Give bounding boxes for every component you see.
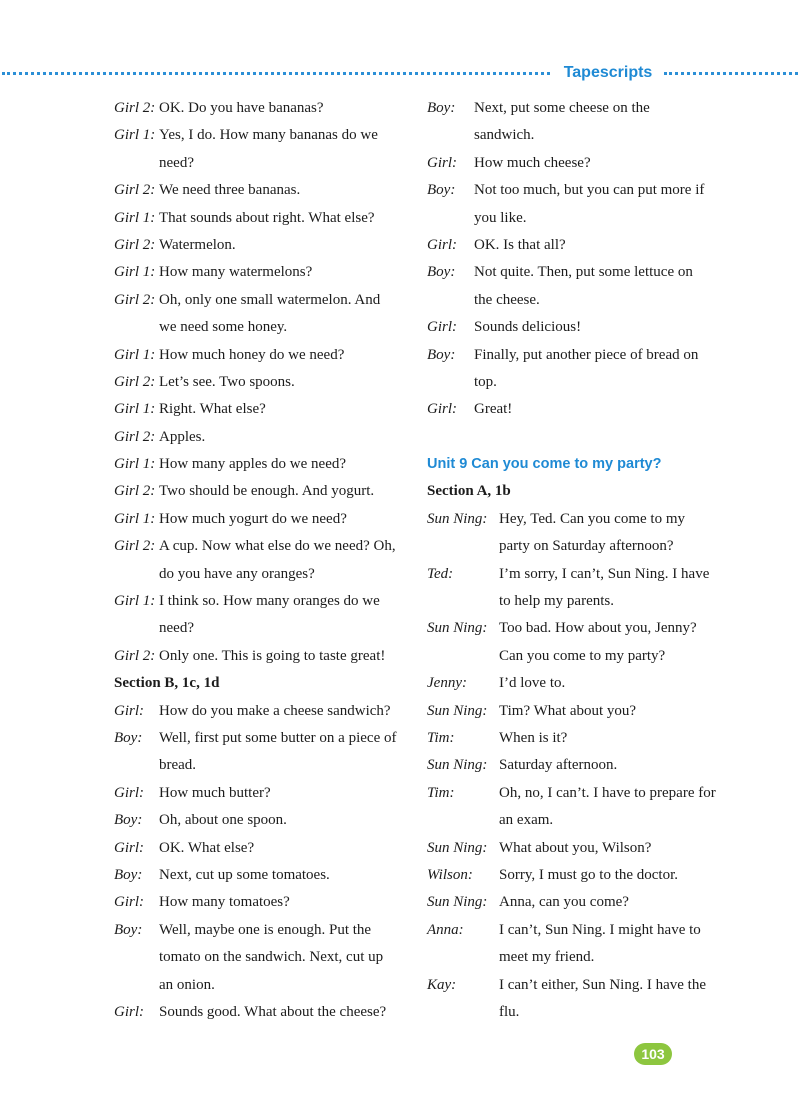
line-text: Oh, only one small watermelon. And: [159, 291, 381, 308]
line-text: sandwich.: [474, 127, 535, 144]
dialogue-line: [114, 999, 414, 1026]
line-text: What about you, Wilson?: [499, 839, 652, 856]
line-text: How many watermelons?: [159, 264, 313, 281]
speaker: Boy:: [114, 866, 143, 883]
speaker: Sun Ning:: [427, 894, 488, 911]
line-text: Next, put some cheese on the: [474, 100, 650, 116]
line-text: Finally, put another piece of bread on: [474, 346, 699, 363]
dialogue-line: [114, 424, 414, 451]
speaker: Girl 2:: [114, 236, 156, 253]
line-text: How much honey do we need?: [159, 346, 345, 363]
line-text: an onion.: [159, 976, 215, 993]
dialogue-line: [114, 780, 414, 807]
line-text: How much butter?: [159, 784, 271, 801]
speaker: Girl 1:: [114, 401, 156, 418]
dialogue-line: [427, 698, 727, 725]
line-text: we need some honey.: [159, 319, 288, 336]
line-text: top.: [474, 373, 497, 390]
speaker: Girl 2:: [114, 100, 156, 116]
line-text: bread.: [159, 757, 197, 774]
speaker: Tim:: [427, 784, 455, 801]
dialogue-line: [427, 615, 727, 642]
dialogue-continuation: [114, 972, 414, 999]
line-text: to help my parents.: [499, 593, 614, 610]
line-text: OK. Is that all?: [474, 236, 566, 253]
speaker: Girl 2:: [114, 538, 156, 555]
dialogue-line: [427, 752, 727, 779]
dialogue-line: [427, 889, 727, 916]
line-text: OK. Do you have bananas?: [159, 100, 324, 116]
dialogue-line: [114, 807, 414, 834]
section-heading: Section A, 1b: [427, 483, 511, 500]
speaker: Girl:: [427, 319, 457, 336]
line-text: Oh, about one spoon.: [159, 812, 287, 829]
line-text: How much yogurt do we need?: [159, 510, 347, 527]
dialogue-line: [427, 780, 727, 807]
dialogue-line: [114, 259, 414, 286]
dialogue-line: [114, 533, 414, 560]
dialogue-line: [114, 232, 414, 259]
dialogue-continuation: [427, 807, 727, 834]
dialogue-line: [427, 342, 727, 369]
dialogue-line: [427, 862, 727, 889]
speaker: Girl:: [427, 236, 457, 253]
speaker: Girl 2:: [114, 291, 156, 308]
dialogue-line: [114, 862, 414, 889]
dialogue-line: [114, 725, 414, 752]
speaker: Ted:: [427, 565, 454, 582]
speaker: Boy:: [114, 729, 143, 746]
speaker: Girl 2:: [114, 182, 156, 199]
speaker: Girl 1:: [114, 264, 156, 281]
dialogue-line: [114, 369, 414, 396]
dialogue-line: [427, 95, 727, 122]
speaker: Girl 1:: [114, 510, 156, 527]
line-text: Watermelon.: [159, 236, 236, 253]
blank-line: [427, 424, 727, 451]
line-text: need?: [159, 154, 194, 171]
line-text: Let’s see. Two spoons.: [159, 373, 295, 390]
dialogue-continuation: [114, 615, 414, 642]
line-text: That sounds about right. What else?: [159, 209, 375, 226]
speaker: Boy:: [114, 921, 143, 938]
line-text: I’m sorry, I can’t, Sun Ning. I have: [499, 565, 710, 582]
speaker: Boy:: [114, 812, 143, 829]
line-text: Great!: [474, 401, 513, 418]
page-header: [0, 62, 800, 86]
line-text: meet my friend.: [499, 949, 595, 966]
speaker: Girl 1:: [114, 456, 156, 473]
dialogue-line: [114, 287, 414, 314]
dialogue-continuation: [427, 122, 727, 149]
left-column: [114, 95, 414, 1026]
dialogue-line: [427, 314, 727, 341]
speaker: Sun Ning:: [427, 839, 488, 856]
header-dotted-rule-right: [664, 72, 798, 75]
line-text: A cup. Now what else do we need? Oh,: [159, 538, 396, 555]
speaker: Girl 1:: [114, 346, 156, 363]
dialogue-line: [427, 259, 727, 286]
line-text: How many apples do we need?: [159, 456, 347, 473]
dialogue-line: [427, 835, 727, 862]
speaker: Wilson:: [427, 866, 473, 883]
right-column: [427, 95, 727, 1026]
line-text: How do you make a cheese sandwich?: [159, 702, 391, 719]
dialogue-line: [114, 643, 414, 670]
line-text: I think so. How many oranges do we: [159, 593, 380, 610]
line-text: Saturday afternoon.: [499, 757, 618, 774]
dialogue-line: [114, 95, 414, 122]
dialogue-continuation: [427, 287, 727, 314]
line-text: Anna, can you come?: [499, 894, 629, 911]
unit-heading: Unit 9 Can you come to my party?: [427, 456, 662, 473]
line-text: Two should be enough. And yogurt.: [159, 483, 375, 500]
dialogue-continuation: [427, 369, 727, 396]
speaker: Anna:: [427, 921, 464, 938]
line-text: Only one. This is going to taste great!: [159, 647, 386, 664]
dialogue-line: [114, 889, 414, 916]
dialogue-continuation: [427, 533, 727, 560]
speaker: Girl:: [114, 702, 144, 719]
dialogue-line: [114, 451, 414, 478]
speaker: Boy:: [427, 346, 456, 363]
dialogue-line: [114, 177, 414, 204]
speaker: Boy:: [427, 264, 456, 281]
dialogue-continuation: [114, 314, 414, 341]
line-text: Hey, Ted. Can you come to my: [499, 510, 685, 527]
line-text: I can’t either, Sun Ning. I have the: [499, 976, 706, 993]
line-text: need?: [159, 620, 194, 637]
page-number-badge: 103: [634, 1043, 672, 1065]
line-text: Tim? What about you?: [499, 702, 637, 719]
speaker: Girl 1:: [114, 209, 156, 226]
dialogue-continuation: [427, 944, 727, 971]
dialogue-line: [114, 506, 414, 533]
dialogue-line: [427, 972, 727, 999]
header-dotted-rule-left: [2, 72, 550, 75]
line-text: Apples.: [159, 428, 206, 445]
dialogue-continuation: [114, 150, 414, 177]
speaker: Girl:: [114, 894, 144, 911]
speaker: Girl:: [114, 784, 144, 801]
dialogue-line: [427, 917, 727, 944]
speaker: Girl:: [427, 154, 457, 171]
line-text: tomato on the sandwich. Next, cut up: [159, 949, 384, 966]
dialogue-line: [114, 396, 414, 423]
line-text: How many tomatoes?: [159, 894, 290, 911]
line-text: OK. What else?: [159, 839, 255, 856]
line-text: flu.: [499, 1003, 520, 1020]
line-text: Right. What else?: [159, 401, 266, 418]
dialogue-line: [114, 835, 414, 862]
speaker: Boy:: [427, 100, 456, 116]
line-text: Well, first put some butter on a piece of: [159, 729, 397, 746]
speaker: Girl:: [114, 839, 144, 856]
line-text: When is it?: [499, 729, 568, 746]
dialogue-line: [114, 588, 414, 615]
line-text: Next, cut up some tomatoes.: [159, 866, 330, 883]
line-text: Sounds delicious!: [474, 319, 582, 336]
speaker: Girl 2:: [114, 428, 156, 445]
line-text: an exam.: [499, 812, 554, 829]
dialogue-continuation: [114, 561, 414, 588]
speaker: Boy:: [427, 182, 456, 199]
section-heading: Section B, 1c, 1d: [114, 675, 220, 692]
dialogue-continuation: [427, 643, 727, 670]
dialogue-line: [427, 725, 727, 752]
line-text: Not quite. Then, put some lettuce on: [474, 264, 693, 281]
dialogue-line: [114, 478, 414, 505]
line-text: I can’t, Sun Ning. I might have to: [499, 921, 701, 938]
speaker: Jenny:: [427, 675, 467, 692]
dialogue-line: [427, 561, 727, 588]
dialogue-line: [114, 205, 414, 232]
line-text: party on Saturday afternoon?: [499, 538, 674, 555]
line-text: How much cheese?: [474, 154, 591, 171]
line-text: you like.: [474, 209, 527, 226]
dialogue-line: [427, 177, 727, 204]
dialogue-line: [114, 122, 414, 149]
dialogue-line: [427, 670, 727, 697]
line-text: Sorry, I must go to the doctor.: [499, 866, 679, 883]
line-text: the cheese.: [474, 291, 540, 308]
dialogue-line: [114, 917, 414, 944]
dialogue-line: [427, 150, 727, 177]
speaker: Girl 2:: [114, 373, 156, 390]
speaker: Girl:: [427, 401, 457, 418]
dialogue-continuation: [427, 999, 727, 1026]
speaker: Sun Ning:: [427, 702, 488, 719]
speaker: Girl 2:: [114, 483, 156, 500]
speaker: Sun Ning:: [427, 757, 488, 774]
dialogue-line: [114, 342, 414, 369]
line-text: Oh, no, I can’t. I have to prepare for: [499, 784, 716, 801]
dialogue-line: [427, 232, 727, 259]
line-text: Too bad. How about you, Jenny?: [499, 620, 697, 637]
line-text: Sounds good. What about the cheese?: [159, 1003, 387, 1020]
speaker: Girl 1:: [114, 127, 156, 144]
speaker: Tim:: [427, 729, 455, 746]
dialogue-line: [427, 396, 727, 423]
line-text: Can you come to my party?: [499, 647, 666, 664]
dialogue-continuation: [114, 752, 414, 779]
dialogue-continuation: [427, 205, 727, 232]
dialogue-continuation: [114, 944, 414, 971]
line-text: do you have any oranges?: [159, 565, 315, 582]
speaker: Sun Ning:: [427, 620, 488, 637]
line-text: Well, maybe one is enough. Put the: [159, 921, 372, 938]
line-text: I’d love to.: [499, 675, 566, 692]
speaker: Kay:: [427, 976, 457, 993]
speaker: Girl 1:: [114, 593, 156, 610]
line-text: Not too much, but you can put more if: [474, 182, 705, 199]
header-title: Tapescripts: [563, 64, 653, 81]
dialogue-line: [114, 698, 414, 725]
line-text: We need three bananas.: [159, 182, 301, 199]
dialogue-line: [427, 506, 727, 533]
line-text: Yes, I do. How many bananas do we: [159, 127, 378, 144]
speaker: Sun Ning:: [427, 510, 488, 527]
dialogue-continuation: [427, 588, 727, 615]
speaker: Girl:: [114, 1003, 144, 1020]
speaker: Girl 2:: [114, 647, 156, 664]
